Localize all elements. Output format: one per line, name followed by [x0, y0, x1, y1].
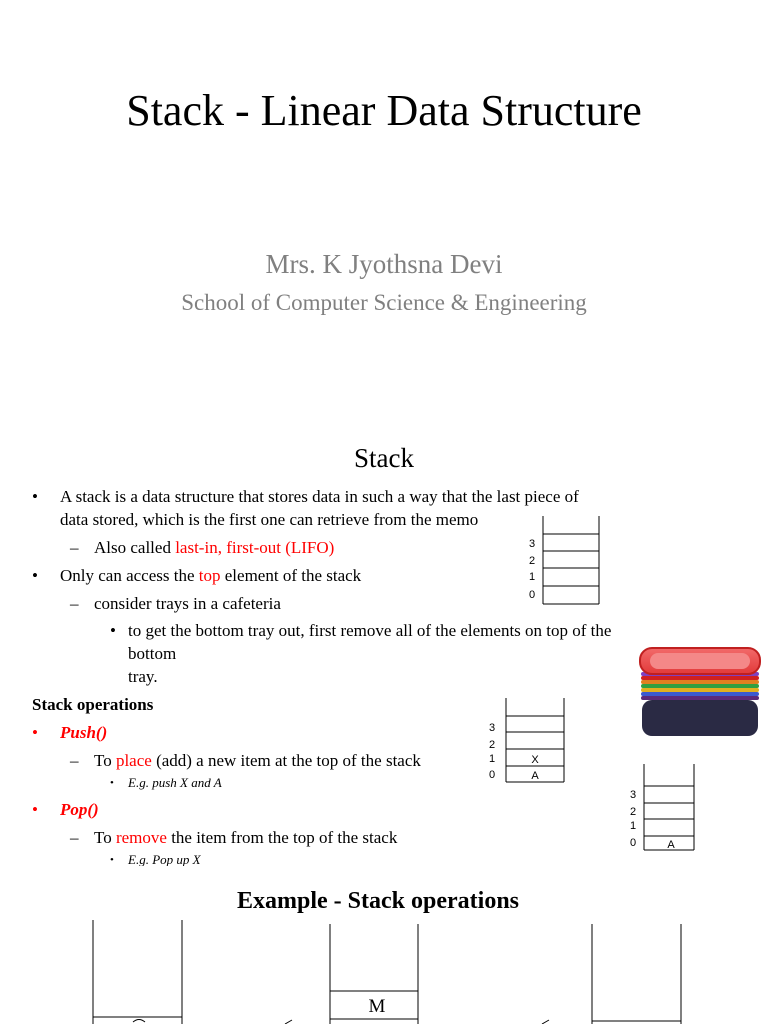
push-cell-x: X [531, 754, 539, 766]
push-index-0: 0 [489, 769, 496, 781]
index-2: 2 [529, 555, 536, 567]
pop-index-2: 2 [630, 806, 637, 818]
empty-stack-diagram [525, 514, 605, 608]
push-desc-suffix: (add) a new item at the top of the stack [151, 751, 421, 770]
pop-label: Pop() [60, 800, 99, 819]
pop-index-0: 0 [630, 837, 637, 849]
bullet-push-desc: – To place (add) a new item at the top of the stack [70, 751, 421, 770]
bullet-push: • Push() [32, 721, 232, 744]
bottom-tray-line-2: bottom [128, 644, 177, 663]
bullet-lifo: – Also called last-in, first-out (LIFO) [70, 538, 335, 557]
bullet-bottom-tray: • to get the bottom tray out, first remove all of the elements on top of the bottom tray. [110, 621, 612, 686]
index-3: 3 [529, 538, 536, 550]
pop-index-1: 1 [630, 820, 637, 832]
push-label: Push() [60, 723, 108, 742]
bullet-pop-example: • E.g. Pop up X [110, 852, 201, 866]
bullet-definition: • A stack is a data structure that stores data in such a way that the last piece of data stored, which is the first one can retrieve from the memo [32, 487, 579, 529]
push-cell-a: A [531, 770, 539, 782]
bullet-trays: – consider trays in a cafeteria [70, 592, 470, 615]
index-0: 0 [529, 589, 536, 601]
pop-example: E.g. Pop up X [128, 852, 201, 866]
middle-cell-m: M [368, 996, 386, 1017]
push-example: E.g. push X and A [128, 775, 222, 790]
push-index-3: 3 [489, 722, 496, 734]
bullet-pop: • Pop() [32, 798, 232, 821]
pop-stack-diagram [628, 762, 698, 854]
pop-desc-term: remove [115, 828, 167, 847]
push-index-2: 2 [489, 739, 496, 751]
example-heading: Example - Stack operations [237, 888, 519, 914]
slide-title: Stack - Linear Data Structure [126, 86, 642, 135]
top-term: top [198, 566, 221, 585]
bullet-push-example: • E.g. push X and A [110, 775, 222, 790]
pop-cell-a: A [667, 839, 675, 851]
school-name: School of Computer Science & Engineering [181, 290, 587, 315]
push-desc-term: place [115, 751, 152, 770]
pop-desc-suffix: the item from the top of the stack [166, 828, 398, 847]
push-desc-prefix: To [94, 751, 116, 770]
index-1: 1 [529, 571, 536, 583]
pop-desc-prefix: To [94, 828, 116, 847]
lifo-prefix: Also called [94, 538, 176, 557]
lifo-term: last-in, first-out (LIFO) [175, 538, 335, 557]
top-suffix: element of the stack [220, 566, 362, 585]
top-prefix: Only can access the [60, 566, 199, 585]
example-stacks-diagram [0, 918, 768, 1024]
ops-heading: Stack operations [32, 695, 154, 714]
push-stack-diagram [486, 696, 568, 786]
cafeteria-trays-image [638, 642, 762, 742]
trays-text: consider trays in a cafeteria [94, 594, 281, 613]
definition-line-2: data stored, which is the first one can retrieve from the memo [60, 510, 479, 529]
push-index-1: 1 [489, 753, 496, 765]
bottom-tray-line-1: to get the bottom tray out, first remove all of the elements on top of the [128, 621, 612, 640]
bottom-tray-line-3: tray. [128, 667, 158, 686]
definition-line-1: A stack is a data structure that stores data in such a way that the last piece of [60, 487, 579, 506]
stack-heading: Stack [354, 443, 414, 473]
bullet-top-access: • Only can access the top element of the stack [32, 566, 362, 585]
bullet-pop-desc: – To remove the item from the top of the stack [70, 828, 398, 847]
pop-index-3: 3 [630, 789, 637, 801]
author-name: Mrs. K Jyothsna Devi [265, 249, 503, 279]
